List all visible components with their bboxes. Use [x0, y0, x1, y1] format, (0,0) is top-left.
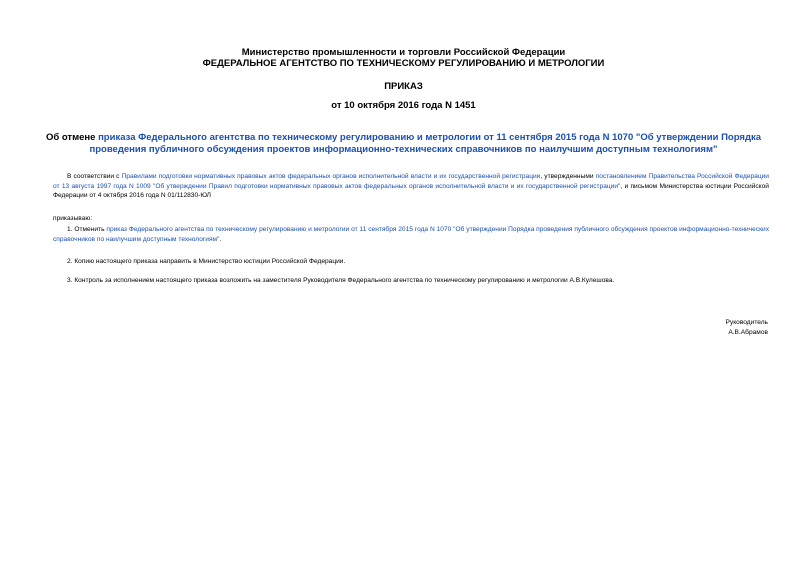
- order-item-3: 3. Контроль за исполнением настоящего приказа возложить на заместителя Руководителя Федерального агентства по техническому регулированию и метрологии А.В.Кулешова.: [67, 277, 615, 284]
- order-item-2: 2. Копию настоящего приказа направить в Министерство юстиции Российской Федерации.: [67, 258, 346, 265]
- agency-name: ФЕДЕРАЛЬНОЕ АГЕНТСТВО ПО ТЕХНИЧЕСКОМУ РЕГУЛИРОВАНИЮ И МЕТРОЛОГИИ: [202, 58, 605, 69]
- item1-text-2: .: [219, 235, 222, 243]
- document-date-number: от 10 октября 2016 года N 1451: [331, 100, 476, 111]
- order-item-1: [53, 225, 769, 244]
- signature-block: [726, 318, 768, 337]
- ministry-name: Министерство промышленности и торговли Российской Федерации: [241, 47, 566, 58]
- title-prefix: Об отмене: [45, 132, 99, 143]
- cancelled-order-link[interactable]: приказ Федерального агентства по техническому регулированию и метрологии от 11 сентября 2015 года N 1070 "Об утверждении Порядка проведения публичного обсуждения проектов информационно-технических справочников по наилучшим доступным технологиям": [53, 226, 769, 243]
- document-type: ПРИКАЗ: [384, 81, 423, 92]
- document-title: [30, 132, 777, 156]
- preamble-text-2: , утвержденными: [540, 173, 596, 180]
- signatory-name: А.В.Абрамов: [728, 328, 768, 336]
- preamble-paragraph: [53, 172, 769, 201]
- order-word: приказываю:: [53, 215, 93, 222]
- rules-link[interactable]: Правилами подготовки нормативных правовых актов федеральных органов исполнительной власти и их государственной регистрации: [121, 173, 541, 180]
- preamble-text-1: В соответствии с: [67, 173, 122, 180]
- signatory-position: Руководитель: [725, 319, 768, 326]
- item1-text-1: 1. Отменить: [67, 226, 107, 233]
- title-order-link[interactable]: приказа Федерального агентства по техническому регулированию и метрологии от 11 сентября 2015 года N 1070 "Об утверждении Порядка проведения публичного обсуждения проектов информационно-технических справочников по наилучшим доступным технологиям": [89, 132, 762, 155]
- government-decree-link[interactable]: постановлением Правительства Российской Федерации от 13 августа 1997 года N 1009 "Об утверждении Правил подготовки нормативных правовых актов федеральных органов исполнительной власти и их государственной регистрации": [53, 173, 769, 190]
- preamble-text-3: , и письмом Министерства юстиции Российской Федерации от 4 октября 2016 года N 01/112830-ЮЛ: [53, 182, 769, 199]
